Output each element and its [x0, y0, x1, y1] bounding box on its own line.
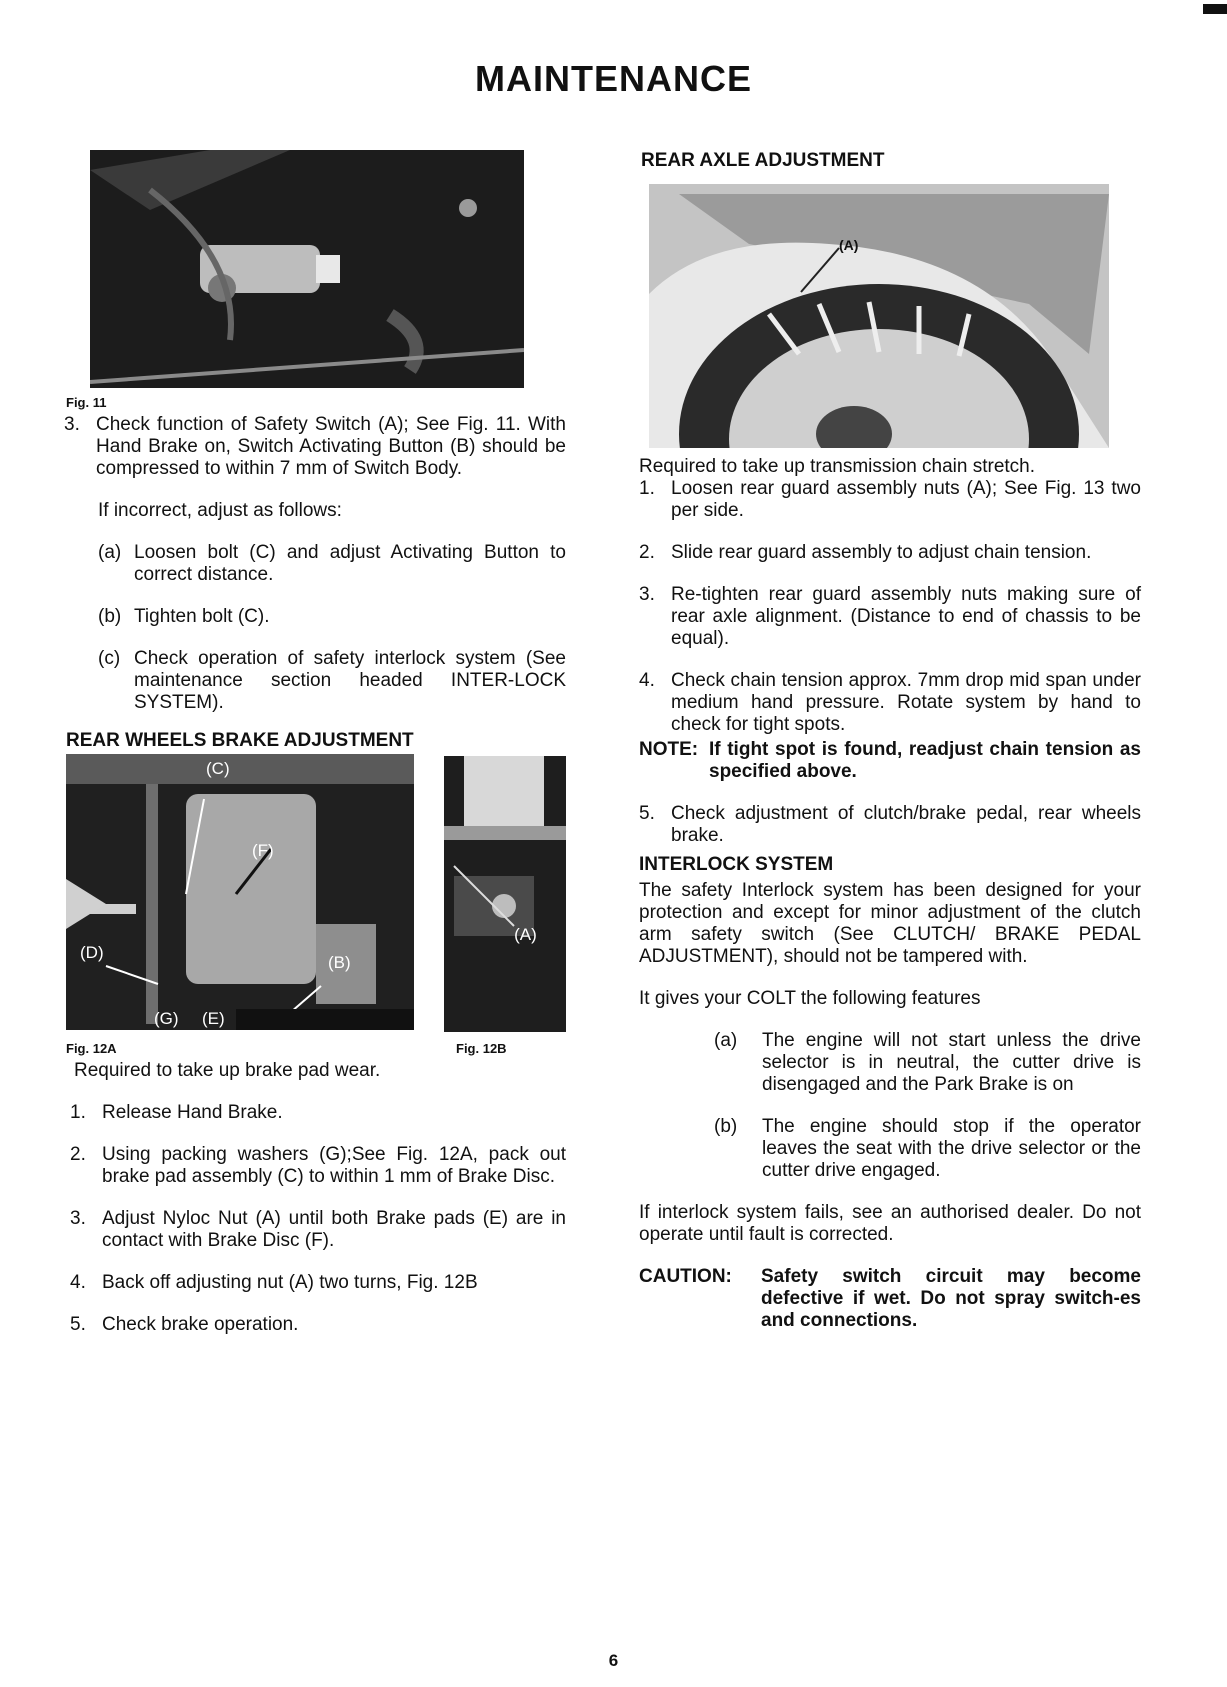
- step-number: 1.: [70, 1102, 86, 1123]
- label-g: (G): [154, 1009, 179, 1028]
- sub-item-a: [98, 542, 566, 586]
- note-key: NOTE:: [639, 739, 699, 760]
- step-text: Slide rear guard assembly to adjust chain tension.: [671, 542, 1092, 563]
- interlock-paragraph: The safety Interlock system has been designed for your protection and except for minor adjustment of the clutch arm safety switch (See CLUTCH/ BRAKE PEDAL ADJUSTMENT), should not be tampered with.: [639, 880, 1141, 967]
- label-b: (B): [328, 953, 351, 972]
- caution-text: Safety switch circuit may become defective if wet. Do not spray switch-es and connections.: [761, 1266, 1141, 1331]
- axle-step-4: [639, 670, 1141, 736]
- page-number: 6: [608, 1651, 619, 1670]
- sub-key: (b): [98, 606, 122, 627]
- step-number: 4.: [70, 1272, 86, 1293]
- axle-step-3: [639, 584, 1141, 650]
- label-c: (C): [206, 759, 230, 778]
- step-number: 1.: [639, 478, 655, 499]
- fail-text: If interlock system fails, see an authorised dealer. Do not operate until fault is corrected.: [639, 1202, 1141, 1245]
- fig11-photo: [90, 150, 524, 388]
- feature-key: (b): [714, 1116, 738, 1137]
- step-text: Release Hand Brake.: [102, 1102, 283, 1123]
- brake-step-4: [70, 1272, 566, 1294]
- brake-assembly-illustration: [66, 754, 414, 1030]
- fig13-photo: [649, 184, 1109, 448]
- step-text: Back off adjusting nut (A) two turns, Fig. 12B: [102, 1272, 478, 1293]
- left-step-3: [64, 414, 566, 480]
- brake-step-2: [70, 1144, 566, 1188]
- heading-rear-wheels-brake: REAR WHEELS BRAKE ADJUSTMENT: [66, 730, 414, 751]
- axle-step-1: [639, 478, 1141, 522]
- brake-intro: Required to take up brake pad wear.: [74, 1060, 381, 1081]
- step-text: Check adjustment of clutch/brake pedal, rear wheels brake.: [671, 803, 1141, 846]
- step-number: 5.: [639, 803, 655, 824]
- step-text: Check brake operation.: [102, 1314, 299, 1335]
- heading-rear-axle: REAR AXLE ADJUSTMENT: [641, 150, 885, 171]
- step-number: 3.: [639, 584, 655, 605]
- feature-text: The engine should stop if the operator leaves the seat with the drive selector or the cutter drive engaged.: [762, 1116, 1141, 1181]
- corner-scan-mark: [1203, 4, 1227, 14]
- label-a: (A): [839, 237, 859, 253]
- step-number: 3.: [64, 414, 80, 435]
- sub-item-b: [98, 606, 566, 628]
- incorrect-text: If incorrect, adjust as follows:: [98, 500, 342, 521]
- step-text: Using packing washers (G);See Fig. 12A, pack out brake pad assembly (C) to within 1 mm of Brake Disc.: [102, 1144, 566, 1187]
- note-tight-spot: [639, 739, 1141, 783]
- rear-guard-wheel-illustration: [649, 184, 1109, 448]
- caution-note: [639, 1266, 1141, 1332]
- label-e: (E): [202, 1009, 225, 1028]
- step-number: 2.: [70, 1144, 86, 1165]
- fig12b-caption: Fig. 12B: [456, 1041, 507, 1056]
- sub-text: Loosen bolt (C) and adjust Activating Button to correct distance.: [134, 542, 566, 585]
- right-column: [639, 150, 1141, 1332]
- safety-switch-illustration: [90, 150, 524, 388]
- feature-key: (a): [714, 1030, 738, 1051]
- fig12a-caption: Fig. 12A: [66, 1041, 117, 1056]
- sub-text: Check operation of safety interlock system (See maintenance section headed INTER-LOCK SYSTEM).: [134, 648, 566, 713]
- left-column: [66, 150, 566, 1336]
- fig12-row: [66, 754, 566, 1032]
- step-text: Check chain tension approx. 7mm drop mid span under medium hand pressure. Rotate system by hand to check for tight spots.: [671, 670, 1141, 735]
- sub-key: (c): [98, 648, 121, 669]
- feature-a: [714, 1030, 1141, 1096]
- axle-intro: Required to take up transmission chain stretch.: [639, 456, 1036, 477]
- heading-interlock: INTERLOCK SYSTEM: [639, 854, 834, 875]
- step-text: Check function of Safety Switch (A); See Fig. 11. With Hand Brake on, Switch Activating Button (B) should be compressed to within 7 mm of Switch Body.: [96, 414, 566, 479]
- feature-text: The engine will not start unless the drive selector is in neutral, the cutter drive is disengaged and the Park Brake is on: [762, 1030, 1141, 1095]
- fig12a-photo: [66, 754, 414, 1030]
- adjusting-nut-illustration: [444, 756, 566, 1032]
- step-number: 3.: [70, 1208, 86, 1229]
- sub-item-c: [98, 648, 566, 714]
- page-title: MAINTENANCE: [475, 58, 752, 99]
- sub-key: (a): [98, 542, 122, 563]
- label-d: (D): [80, 943, 104, 962]
- caution-key: CAUTION:: [639, 1266, 732, 1287]
- note-text: If tight spot is found, readjust chain tension as specified above.: [709, 739, 1141, 782]
- step-text: Loosen rear guard assembly nuts (A); See Fig. 13 two per side.: [671, 478, 1141, 521]
- axle-step-5: [639, 803, 1141, 847]
- features-intro: It gives your COLT the following features: [639, 988, 981, 1009]
- label-f: (F): [252, 841, 274, 860]
- fig12-captions: [66, 1038, 566, 1060]
- sub-text: Tighten bolt (C).: [134, 606, 270, 627]
- step-text: Re-tighten rear guard assembly nuts making sure of rear axle alignment. (Distance to end of chassis to be equal).: [671, 584, 1141, 649]
- brake-step-1: [70, 1102, 566, 1124]
- fig11-caption: Fig. 11: [66, 395, 107, 410]
- fig12b-photo: [444, 756, 566, 1032]
- brake-step-3: [70, 1208, 566, 1252]
- step-number: 2.: [639, 542, 655, 563]
- step-text: Adjust Nyloc Nut (A) until both Brake pads (E) are in contact with Brake Disc (F).: [102, 1208, 566, 1251]
- brake-step-5: [70, 1314, 566, 1336]
- axle-step-2: [639, 542, 1141, 564]
- step-number: 4.: [639, 670, 655, 691]
- feature-b: [714, 1116, 1141, 1182]
- label-a: (A): [514, 925, 537, 944]
- step-number: 5.: [70, 1314, 86, 1335]
